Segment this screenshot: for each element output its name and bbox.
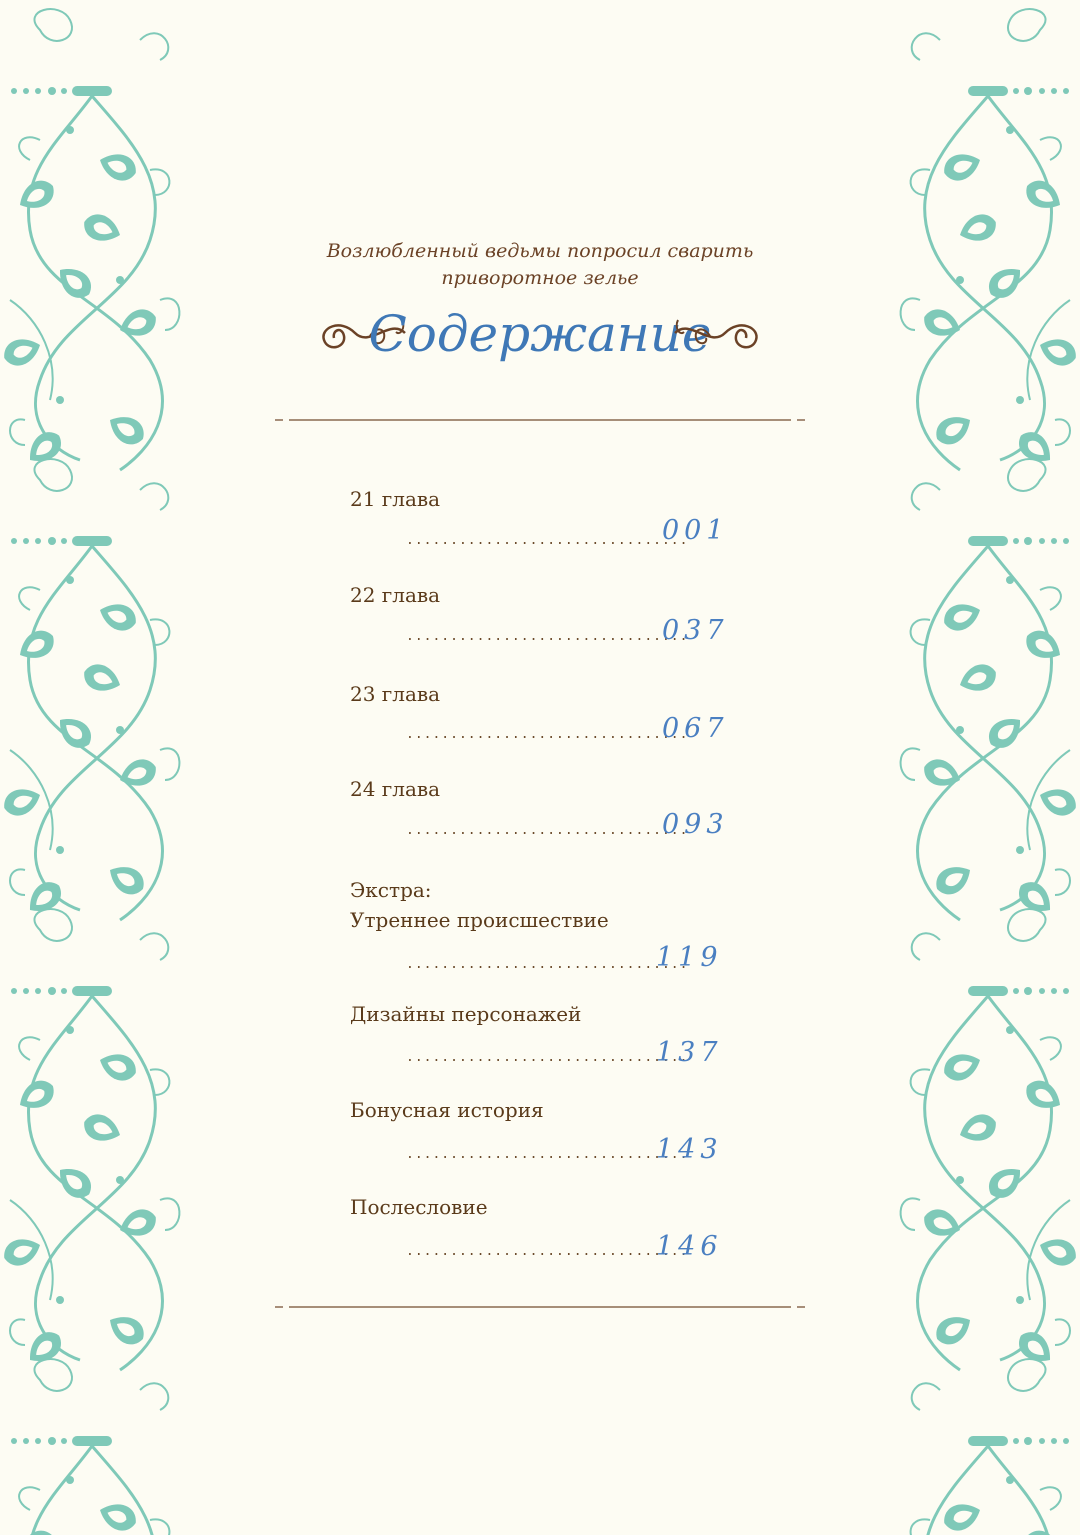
toc-leader-dots: ................................ — [406, 957, 689, 972]
toc-entry-title[interactable]: Дизайны персонажей — [350, 1002, 582, 1026]
floral-ornament-icon — [0, 0, 190, 1535]
book-title-line-2: приворотное зелье — [441, 267, 639, 289]
right-floral-border — [890, 0, 1080, 1535]
toc-leader-dots: ................................ — [406, 1147, 689, 1162]
left-floral-border — [0, 0, 190, 1535]
toc-entry-title[interactable]: 23 глава — [350, 682, 441, 706]
toc-page-number[interactable]: 119 — [656, 942, 723, 973]
toc-entry-title[interactable]: Послесловие — [350, 1195, 488, 1219]
toc-leader-dots: ................................ — [406, 533, 689, 548]
toc-entry-subtitle[interactable]: Утреннее происшествие — [350, 908, 609, 932]
toc-leader-dots: ................................ — [406, 823, 689, 838]
toc-entry-title[interactable]: 21 глава — [350, 487, 441, 511]
toc-page-number[interactable]: 001 — [662, 515, 729, 546]
toc-page-number[interactable]: 093 — [662, 809, 729, 840]
toc-entry-title[interactable]: Бонусная история — [350, 1098, 544, 1122]
bottom-divider — [275, 1303, 805, 1311]
book-title-line-1: Возлюбленный ведьмы попросил сварить — [326, 240, 754, 262]
toc-leader-dots: ................................ — [406, 1244, 689, 1259]
heading-block — [310, 296, 770, 376]
floral-ornament-icon — [890, 0, 1080, 1535]
toc-entry-title[interactable]: Экстра: — [350, 878, 432, 902]
top-divider — [275, 416, 805, 424]
toc-entry-title[interactable]: 22 глава — [350, 583, 441, 607]
swirl-flourish-icon — [670, 308, 770, 358]
toc-entry-title[interactable]: 24 глава — [350, 777, 441, 801]
toc-page-number[interactable]: 146 — [656, 1231, 723, 1262]
page-heading: Содержание — [368, 305, 712, 363]
toc-page-number[interactable]: 143 — [656, 1134, 723, 1165]
toc-leader-dots: ................................ — [406, 629, 689, 644]
toc-leader-dots: ................................ — [406, 727, 689, 742]
toc-page-number[interactable]: 137 — [656, 1037, 723, 1068]
toc-leader-dots: ................................ — [406, 1050, 689, 1065]
toc-page-number[interactable]: 037 — [662, 615, 729, 646]
toc-page-number[interactable]: 067 — [662, 713, 729, 744]
